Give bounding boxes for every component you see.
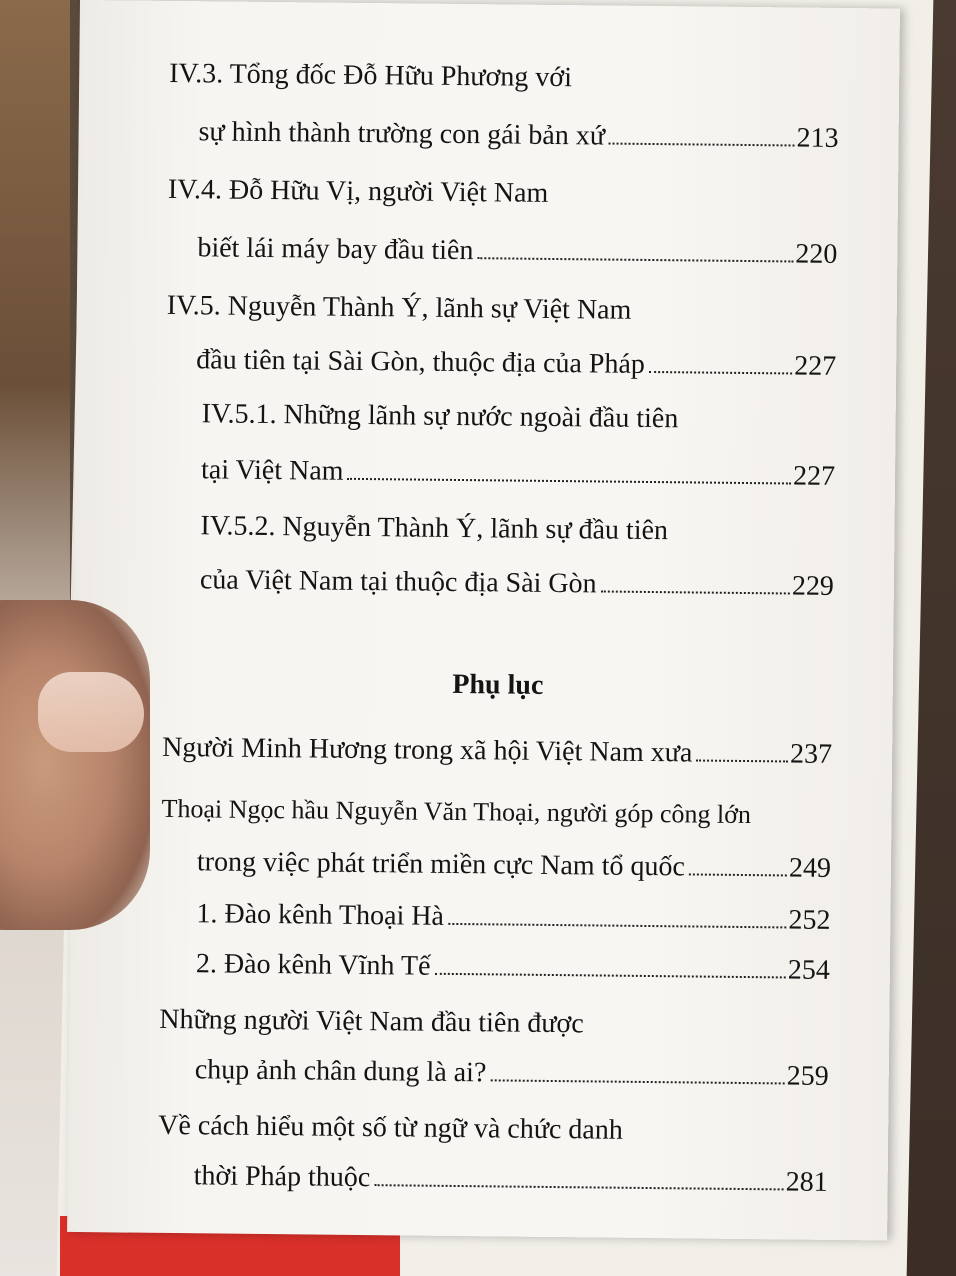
page-number: 213 [796,122,839,154]
toc-entry-line: sự hình thành trường con gái bản xứ 213 [198,116,839,154]
toc-entry-line: trong việc phát triển miền cực Nam tổ quốc 249 [196,846,832,884]
appendix-heading: Phụ lục [452,668,544,701]
toc-entry-title: IV.5.2. Nguyễn Thành Ý, lãnh sự đầu tiên [200,510,669,547]
page-number: 237 [789,738,833,770]
leader-dots [609,143,795,147]
toc-entry-title: Những người Việt Nam đầu tiên được [159,1003,584,1040]
toc-entry-line: 1. Đào kênh Thoại Hà 252 [196,898,831,936]
toc-entry-line: biết lái máy bay đầu tiên 220 [197,232,838,270]
page-number: 281 [785,1166,828,1198]
leader-dots [477,257,793,262]
toc-entry-title: Thoại Ngọc hầu Nguyễn Văn Thoại, người góp công lớn [161,793,752,830]
leader-dots [696,759,788,762]
toc-entry-title: IV.4. Đỗ Hữu Vị, người Việt Nam [167,173,549,209]
page-number: 259 [786,1060,829,1092]
toc-entry-line: thời Pháp thuộc 281 [193,1160,828,1198]
page-number: 220 [795,238,838,270]
page-number: 227 [794,350,837,382]
toc-entry-title: IV.5.1. Những lãnh sự nước ngoài đầu tiên [201,398,679,435]
toc-entry-line: Người Minh Hương trong xã hội Việt Nam xưa 237 [162,731,833,770]
thumb [0,600,150,930]
leader-dots [649,371,792,375]
page-number: 252 [788,904,831,936]
leader-dots [448,923,786,929]
toc-entry-title: IV.5. Nguyễn Thành Ý, lãnh sự Việt Nam [166,289,632,326]
leader-dots [601,590,790,594]
page-number: 227 [792,460,836,492]
toc-entry-title: Về cách hiểu một số từ ngữ và chức danh [158,1109,623,1146]
thumbnail-nail [38,672,144,752]
leader-dots [374,1184,783,1190]
leader-dots [490,1079,784,1084]
leader-dots [347,478,791,485]
page-number: 254 [787,954,831,986]
page-number: 229 [791,570,835,602]
toc-entry-line: của Việt Nam tại thuộc địa Sài Gòn 229 [199,564,835,602]
leader-dots [689,873,787,876]
book-page [67,0,900,1241]
toc-entry-line: tại Việt Nam 227 [200,454,836,492]
toc-entry-title: IV.3. Tổng đốc Đỗ Hữu Phương với [169,57,573,94]
page-number: 249 [788,852,832,884]
toc-entry-line: chụp ảnh chân dung là ai? 259 [194,1054,829,1092]
toc-entry-line: đầu tiên tại Sài Gòn, thuộc địa của Pháp 227 [196,344,837,382]
leader-dots [434,973,785,979]
toc-entry-line: 2. Đào kênh Vĩnh Tế 254 [195,948,831,986]
table-of-contents [158,46,840,1198]
